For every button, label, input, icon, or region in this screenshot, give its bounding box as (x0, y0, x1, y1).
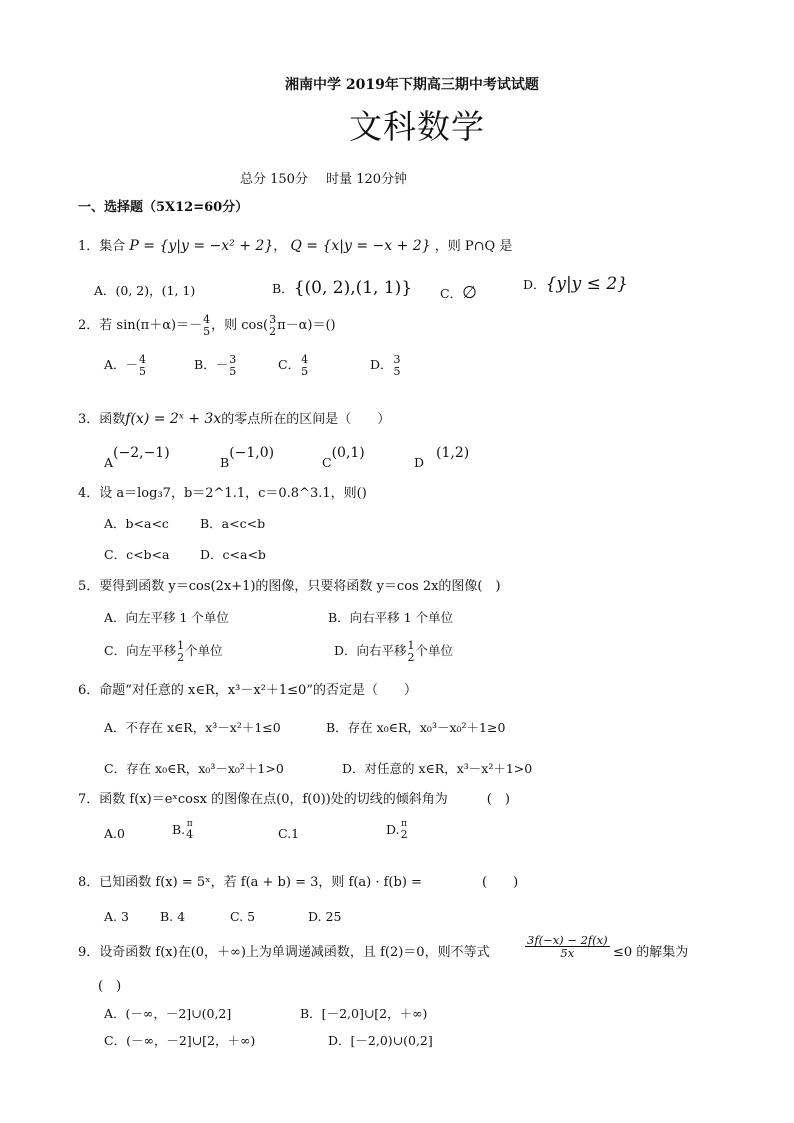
q2-lead: 2．若 sin(π＋α)＝－ (78, 318, 203, 334)
q8-option-c: C. 5 (230, 909, 256, 924)
q2-option-b-num: 3 (229, 353, 237, 366)
q4-option-a: A．b<a<c (104, 516, 169, 531)
q2-frac1-den: 5 (203, 324, 211, 338)
q2-tail: π－α)＝() (277, 318, 336, 334)
q8-answer-paren: ( ) (482, 875, 519, 890)
q2-option-d (370, 354, 402, 377)
exam-title: 文科数学 (349, 107, 485, 146)
q1-tail: ，则 P∩Q 是 (434, 239, 513, 254)
q2-option-d-label: D． (370, 357, 393, 373)
q5-option-c-den: 2 (177, 650, 185, 664)
q7-option-d-den: 2 (400, 828, 408, 842)
q5-option-d-post: 个单位 (415, 643, 454, 659)
q9-fraction (524, 934, 611, 959)
q5-option-d (334, 640, 453, 663)
q6-option-c: C．存在 x₀∈R，x₀³－x₀²＋1>0 (104, 761, 284, 776)
q5-option-d-num: 1 (407, 639, 415, 652)
q9-frac-num: 3f(−x) − 2f(x) (527, 933, 608, 947)
q1-option-d (523, 276, 628, 293)
q3-function: f(x) = 2ˣ + 3x (125, 411, 222, 427)
q1-lead: 1．集合 (78, 239, 126, 254)
q5-option-b: B．向右平移 1 个单位 (328, 610, 454, 625)
q9-frac-den: 5x (560, 946, 575, 961)
question-8: 8．已知函数 f(x) = 5ˣ，若 f(a + b) = 3，则 f(a) · f(b) = (78, 875, 422, 890)
section-heading: 一、选择题（5X12=60分） (78, 200, 249, 215)
q2-option-c-den: 5 (301, 364, 309, 378)
q9-option-b: B．[－2,0]∪[2，＋∞) (300, 1006, 428, 1021)
q3-option-d-label: D (414, 455, 425, 470)
q7-option-b (172, 820, 194, 841)
q4-option-c: C．c<b<a (104, 547, 170, 562)
question-9 (78, 946, 490, 959)
q3-option-b (220, 445, 275, 470)
q3-lead: 3．函数 (78, 412, 126, 427)
q2-option-a-label: A．－ (104, 357, 139, 373)
q1-option-b (272, 280, 412, 297)
q6-option-a: A．不存在 x∈R，x³－x²＋1≤0 (104, 720, 281, 735)
q6-option-d: D．对任意的 x∈R，x³－x²＋1>0 (342, 761, 533, 776)
q2-option-b (194, 354, 237, 377)
q1-option-c (440, 285, 477, 302)
question-7: 7．函数 f(x)＝eˣcosx 的图像在点(0，f(0))处的切线的倾斜角为 ( ) (78, 792, 510, 807)
q2-option-d-den: 5 (393, 364, 401, 378)
q3-option-d (414, 445, 470, 470)
q2-frac2-num: 3 (269, 313, 277, 326)
q3-option-b-label: B (220, 455, 230, 470)
q2-option-c-label: C． (278, 357, 301, 373)
q5-option-c (104, 640, 223, 663)
q7-option-c: C.1 (278, 826, 300, 841)
q7-option-b-den: 4 (186, 828, 194, 842)
q4-option-d: D．c<a<b (200, 547, 266, 562)
time-limit: 时量 120分钟 (326, 172, 408, 187)
question-4: 4．设 a＝log₃7，b＝2^1.1，c＝0.8^3.1，则() (78, 486, 367, 501)
q2-option-b-den: 5 (229, 364, 237, 378)
q1-option-c-label: C． (440, 286, 463, 301)
q5-option-d-den: 2 (407, 650, 415, 664)
q7-option-d (386, 820, 409, 841)
q3-option-a (104, 445, 170, 470)
q2-option-a-den: 5 (139, 364, 147, 378)
q2-option-b-label: B．－ (194, 357, 229, 373)
q1-set-q: Q = {x|y = −x + 2} (290, 238, 431, 254)
q1-option-d-label: D． (523, 277, 546, 292)
q7-option-b-num: π (186, 819, 193, 829)
q1-set-p: P = {y|y = −x² + 2} (129, 238, 274, 254)
q2-frac2-den: 2 (269, 324, 277, 338)
question-3 (78, 412, 390, 426)
q1-option-c-value: ∅ (462, 283, 477, 303)
q2-option-a (104, 354, 147, 377)
q5-option-a: A．向左平移 1 个单位 (104, 610, 229, 625)
q4-option-b: B．a<c<b (200, 516, 266, 531)
exam-header: 湘南中学 2019年下期高三期中考试试题 (285, 77, 539, 93)
q9-lead: 9．设奇函数 f(x)在(0，＋∞)上为单调递减函数，且 f(2)＝0，则不等式 (78, 945, 490, 960)
q7-option-b-label: B. (172, 822, 186, 837)
q2-option-a-num: 4 (139, 353, 147, 366)
q5-option-c-pre: C．向左平移 (104, 643, 177, 659)
q5-option-d-pre: D．向右平移 (334, 643, 407, 659)
q2-option-d-num: 3 (393, 353, 401, 366)
question-6: 6．命题“对任意的 x∈R，x³－x²＋1≤0”的否定是（ ） (78, 683, 417, 698)
q6-option-b: B．存在 x₀∈R，x₀³－x₀²＋1≥0 (326, 720, 506, 735)
q8-option-b: B. 4 (160, 909, 186, 924)
q5-option-c-num: 1 (177, 639, 185, 652)
total-score: 总分 150分 (240, 172, 308, 187)
q7-option-a: A.0 (104, 826, 125, 841)
q9-option-c: C．(－∞，－2]∪[2，＋∞) (104, 1033, 256, 1048)
q8-option-a: A. 3 (104, 909, 129, 924)
q1-option-a: A．(0, 2)，(1, 1) (94, 283, 196, 298)
q3-option-b-value: (−1,0) (229, 445, 275, 461)
q2-option-c (278, 354, 309, 377)
q3-option-c (322, 445, 365, 470)
q5-option-c-post: 个单位 (185, 643, 223, 659)
q1-option-b-label: B． (272, 281, 294, 296)
question-2 (78, 314, 336, 337)
q3-option-a-label: A (104, 455, 114, 470)
q9-option-a: A．(－∞，－2]∪(0,2] (104, 1006, 232, 1021)
q3-option-c-label: C (322, 455, 332, 470)
q1-option-b-value: {(0, 2),(1, 1)} (293, 278, 413, 298)
q8-option-d: D. 25 (308, 909, 342, 924)
question-5: 5．要得到函数 y＝cos(2x+1)的图像，只要将函数 y＝cos 2x的图像( ) (78, 579, 501, 594)
q2-mid: ，则 cos( (211, 318, 269, 334)
exam-info (240, 173, 421, 186)
q1-option-d-value: {y|y ≤ 2} (545, 274, 628, 294)
q2-option-c-num: 4 (301, 353, 309, 366)
q7-option-d-label: D. (386, 822, 400, 837)
q3-tail: 的零点所在的区间是（ ） (221, 412, 391, 427)
q3-option-d-value: (1,2) (436, 445, 470, 461)
question-1: 1．集合 P = {y|y = −x² + 2}， Q = {x|y = −x + 2} ，则 P∩Q 是 (78, 238, 513, 254)
q2-frac1-num: 4 (203, 313, 211, 326)
q3-option-a-value: (−2,−1) (113, 445, 170, 461)
q9-option-d: D．[－2,0)∪(0,2] (328, 1033, 433, 1048)
q9-tail: ≤0 的解集为 (613, 945, 689, 960)
q7-option-d-num: π (401, 819, 408, 829)
q9-answer-paren: ( ) (98, 979, 122, 994)
q3-option-c-value: (0,1) (331, 445, 365, 461)
